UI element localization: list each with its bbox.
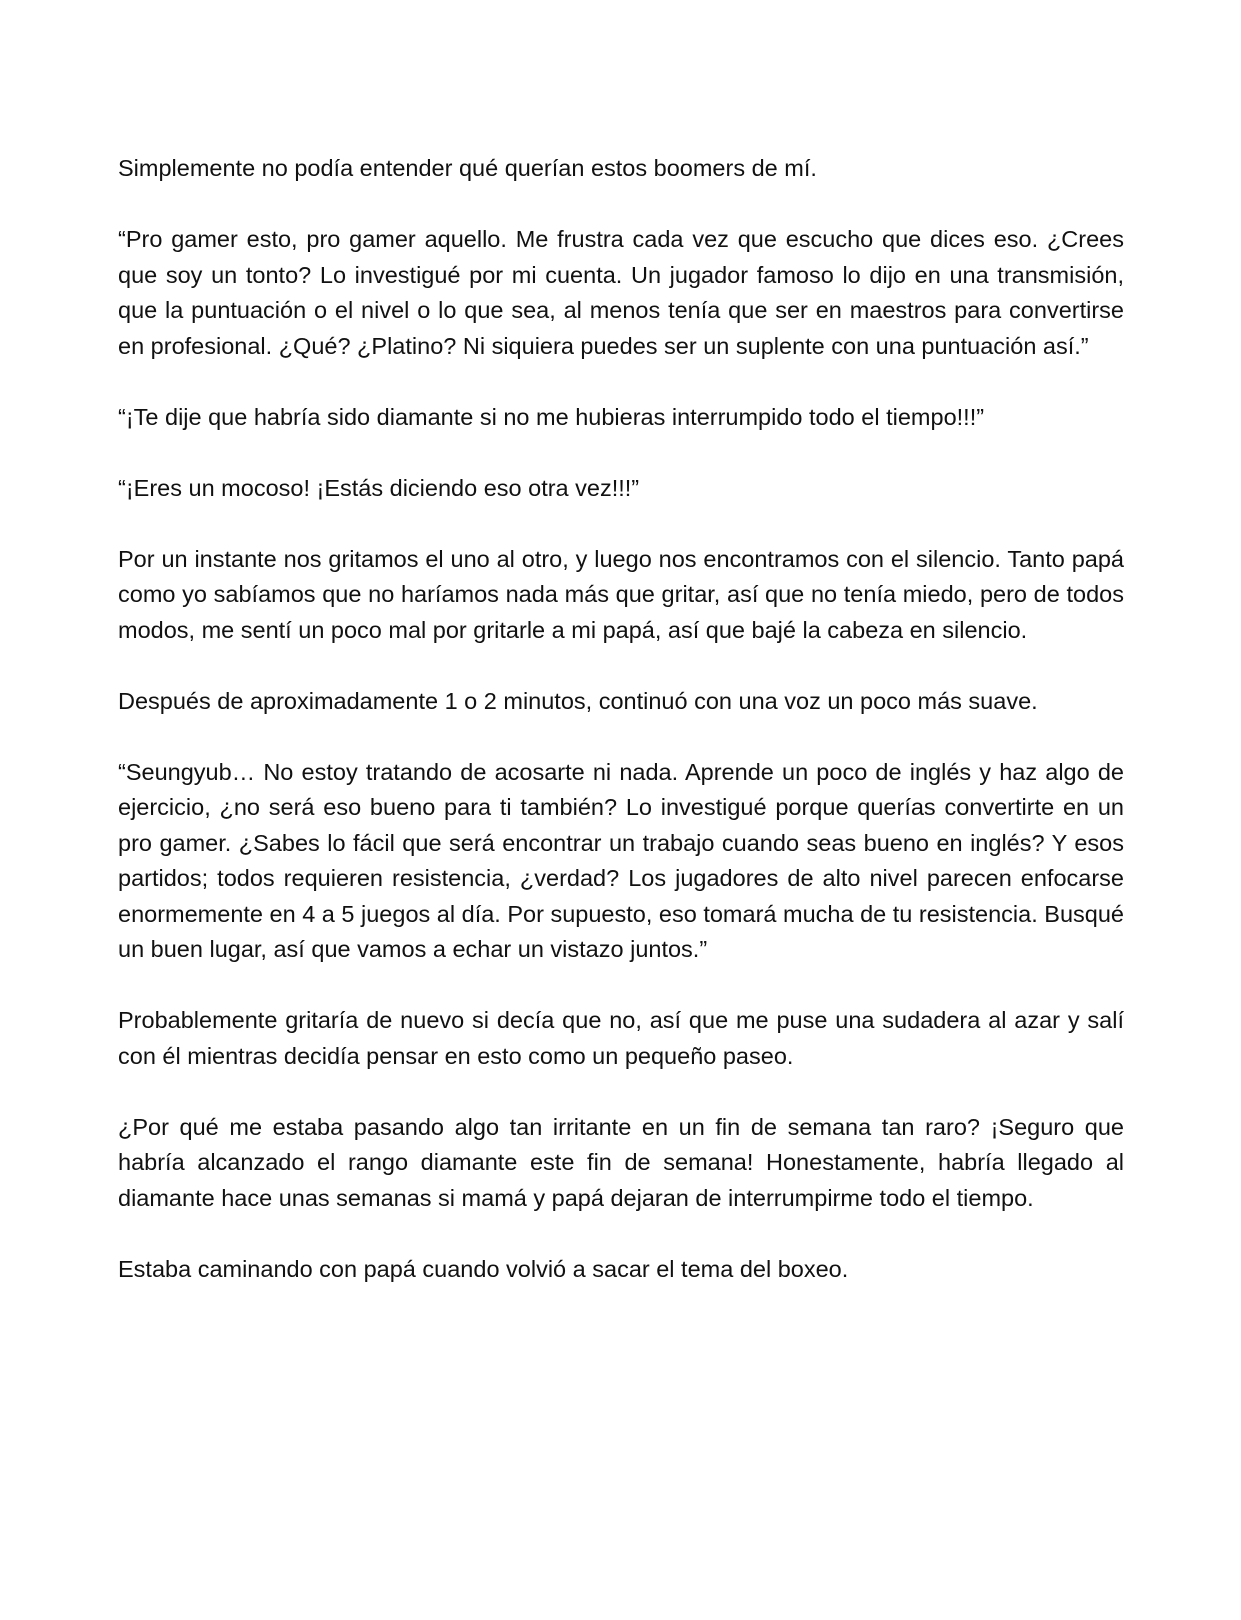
- paragraph-6: Después de aproximadamente 1 o 2 minutos, continuó con una voz un poco más suave.: [118, 687, 1038, 714]
- paragraph-8: Probablemente gritaría de nuevo si decía que no, así que me puse una sudadera al azar y salí con él mientras decidía pensar en esto como un pequeño paseo.: [118, 1007, 1124, 1069]
- paragraph-10: Estaba caminando con papá cuando volvió a sacar el tema del boxeo.: [118, 1255, 849, 1282]
- document-body: [118, 151, 1124, 1323]
- paragraph-4: “¡Eres un mocoso! ¡Estás diciendo eso otra vez!!!”: [118, 474, 640, 501]
- paragraph-5: Por un instante nos gritamos el uno al otro, y luego nos encontramos con el silencio. Tanto papá como yo sabíamos que no haríamos nada más que gritar, así que no tenía miedo, pero de todos modos, me sentí un poco mal por gritarle a mi papá, así que bajé la cabeza en silencio.: [118, 545, 1124, 643]
- paragraph-7: “Seungyub… No estoy tratando de acosarte ni nada. Aprende un poco de inglés y haz algo de ejercicio, ¿no será eso bueno para ti también? Lo investigué porque querías convertirte en un pro gamer. ¿Sabes lo fácil que será encontrar un trabajo cuando seas bueno en inglés? Y esos partidos; todos requieren resistencia, ¿verdad? Los jugadores de alto nivel parecen enfocarse enormemente en 4 a 5 juegos al día. Por supuesto, eso tomará mucha de tu resistencia. Busqué un buen lugar, así que vamos a echar un vistazo juntos.”: [118, 758, 1124, 962]
- paragraph-3: “¡Te dije que habría sido diamante si no me hubieras interrumpido todo el tiempo!!!”: [118, 403, 985, 430]
- paragraph-1: Simplemente no podía entender qué querían estos boomers de mí.: [118, 155, 817, 181]
- paragraph-2: “Pro gamer esto, pro gamer aquello. Me frustra cada vez que escucho que dices eso. ¿Crees que soy un tonto? Lo investigué por mi cuenta. Un jugador famoso lo dijo en una transmisión, que la puntuación o el nivel o lo que sea, al menos tenía que ser en maestros para convertirse en profesional. ¿Qué? ¿Platino? Ni siquiera puedes ser un suplente con una puntuación así.”: [118, 226, 1124, 359]
- paragraph-9: ¿Por qué me estaba pasando algo tan irritante en un fin de semana tan raro? ¡Seguro que habría alcanzado el rango diamante este fin de semana! Honestamente, habría llegado al diamante hace unas semanas si mamá y papá dejaran de interrumpirme todo el tiempo.: [118, 1113, 1124, 1211]
